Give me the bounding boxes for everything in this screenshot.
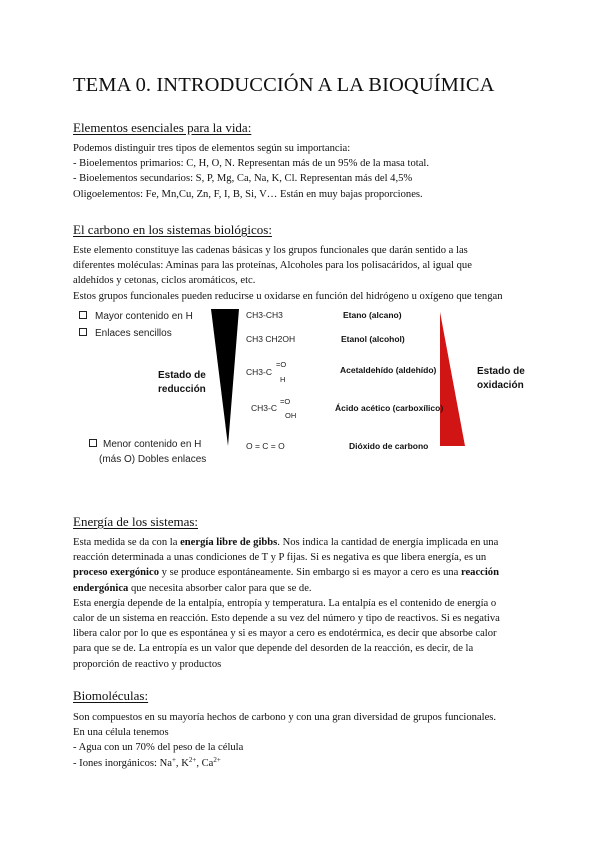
formula-acetaldehyde: CH3-C: [246, 367, 272, 377]
formula-ethane: CH3-CH3: [246, 310, 283, 320]
text-line: - Bioelementos secundarios: S, P, Mg, Ca, Na, K, Cl. Representan más del 4,5%: [73, 173, 413, 185]
formula-co2: O = C = O: [246, 441, 285, 451]
text-line: Oligoelementos: Fe, Mn,Cu, Zn, F, I, B, Si, V… Están en muy bajas proporciones.: [73, 188, 423, 200]
reduction-label-2: reducción: [158, 384, 206, 395]
formula-acetaldehyde-h: H: [280, 375, 286, 384]
text-span: , K: [175, 757, 189, 769]
text-line: Son compuestos en su mayoría hechos de carbono y con una gran diversidad de grupos funcionales.: [73, 712, 497, 723]
text-line: para que se de. La entropía es un valor que depende del desorden de la reacción, es decir, de la: [73, 643, 474, 655]
text-span: - Iones inorgánicos: Na: [73, 757, 172, 769]
formula-acetic-acid: CH3-C: [251, 403, 277, 413]
oxidation-label-1: Estado de: [477, 366, 525, 377]
text-span: que necesita absorber calor para que se de.: [128, 582, 312, 594]
paragraph-biomoleculas: [73, 710, 533, 771]
text-line: [73, 535, 533, 550]
oxidation-wedge: [440, 312, 465, 446]
reduction-label-1: Estado de: [158, 370, 206, 381]
paragraph-energia: [73, 535, 533, 672]
name-acetic-acid: Ácido acético (carboxílico): [335, 403, 444, 413]
text-span: . Nos indica la cantidad de energía implicada en una: [277, 537, 499, 548]
text-line: proporción de reactivo y productos: [73, 658, 222, 670]
left-top-label-1: Mayor contenido en H: [95, 311, 193, 322]
reduction-wedge: [211, 309, 239, 446]
checkbox-icon: [90, 440, 97, 447]
checkbox-icon: [80, 329, 87, 336]
section-heading-elementos: Elementos esenciales para la vida:: [73, 120, 252, 135]
text-line: [73, 565, 533, 580]
page-title: TEMA 0. INTRODUCCIÓN A LA BIOQUÍMICA: [73, 74, 495, 96]
name-acetaldehyde: Acetaldehído (aldehído): [340, 365, 437, 375]
superscript: +: [171, 755, 176, 764]
text-line: [73, 581, 533, 596]
text-line: calor de un sistema en reacción. Esto depende a su vez del número y tipo de reactivos. Si es negativa: [73, 613, 500, 625]
left-top-label-2: Enlaces sencillos: [95, 328, 172, 339]
bold-term-exergonico: proceso exergónico: [73, 567, 160, 579]
text-line: - Bioelementos primarios: C, H, O, N. Representan más de un 95% de la masa total.: [73, 158, 429, 170]
text-line: diferentes moléculas: Aminas para las proteínas, Alcoholes para los polisacáridos, al igual que: [73, 260, 472, 272]
superscript: 2+: [188, 755, 197, 764]
checkbox-icon: [80, 312, 87, 319]
text-line: Podemos distinguir tres tipos de elementos según su importancia:: [73, 143, 351, 154]
text-line: Estos grupos funcionales pueden reducirse u oxidarse en función del hidrógeno u oxígeno que tengan: [73, 290, 503, 302]
bold-term-reaccion: reacción: [460, 567, 499, 579]
section-heading-energia: Energía de los sistemas:: [73, 514, 199, 529]
text-line: Este elemento constituye las cadenas básicas y los grupos funcionales que darán sentido a las: [73, 245, 468, 256]
formula-ethanol: CH3 CH2OH: [246, 334, 296, 344]
bold-term-gibbs: energía libre de gibbs: [180, 537, 278, 548]
text-span: y se produce espontáneamente. Sin embargo si es mayor a cero es una: [159, 567, 461, 579]
name-ethanol: Etanol (alcohol): [341, 334, 405, 344]
text-line: libera calor por lo que es espontánea y si es mayor a cero es endotérmica, es decir que absorbe calor: [73, 628, 497, 640]
text-line: aldehídos y cetonas, ciclos aromáticos, etc.: [73, 275, 256, 287]
left-bottom-label-1: Menor contenido en H: [103, 439, 202, 450]
text-span: , Ca: [196, 757, 214, 769]
section-heading-biomoleculas: Biomoléculas:: [73, 688, 149, 703]
text-line: - Agua con un 70% del peso de la célula: [73, 742, 244, 754]
name-ethane: Etano (alcano): [343, 310, 402, 320]
text-line: Esta energía depende de la entalpía, entropía y temperatura. La entalpía es el contenido de energía o: [73, 597, 497, 609]
formula-acetic-oh: OH: [285, 411, 297, 420]
text-line: [73, 756, 533, 771]
text-line: En una célula tenemos: [73, 727, 169, 739]
oxidation-label-2: oxidación: [477, 380, 524, 391]
superscript: 2+: [213, 755, 221, 764]
text-line: reacción determinada a unas condiciones de T y P fijas. Si es negativa es que libera energía, es un: [73, 552, 487, 564]
name-co2: Dióxido de carbono: [349, 441, 429, 451]
formula-acetic-o: =O: [280, 397, 291, 406]
left-bottom-label-2: (más O) Dobles enlaces: [99, 454, 207, 465]
formula-acetaldehyde-o: =O: [276, 360, 287, 369]
bold-term-endergonica: endergónica: [73, 582, 129, 594]
text-span: Esta medida se da con la: [73, 537, 181, 548]
section-heading-carbono: El carbono en los sistemas biológicos:: [73, 222, 272, 237]
